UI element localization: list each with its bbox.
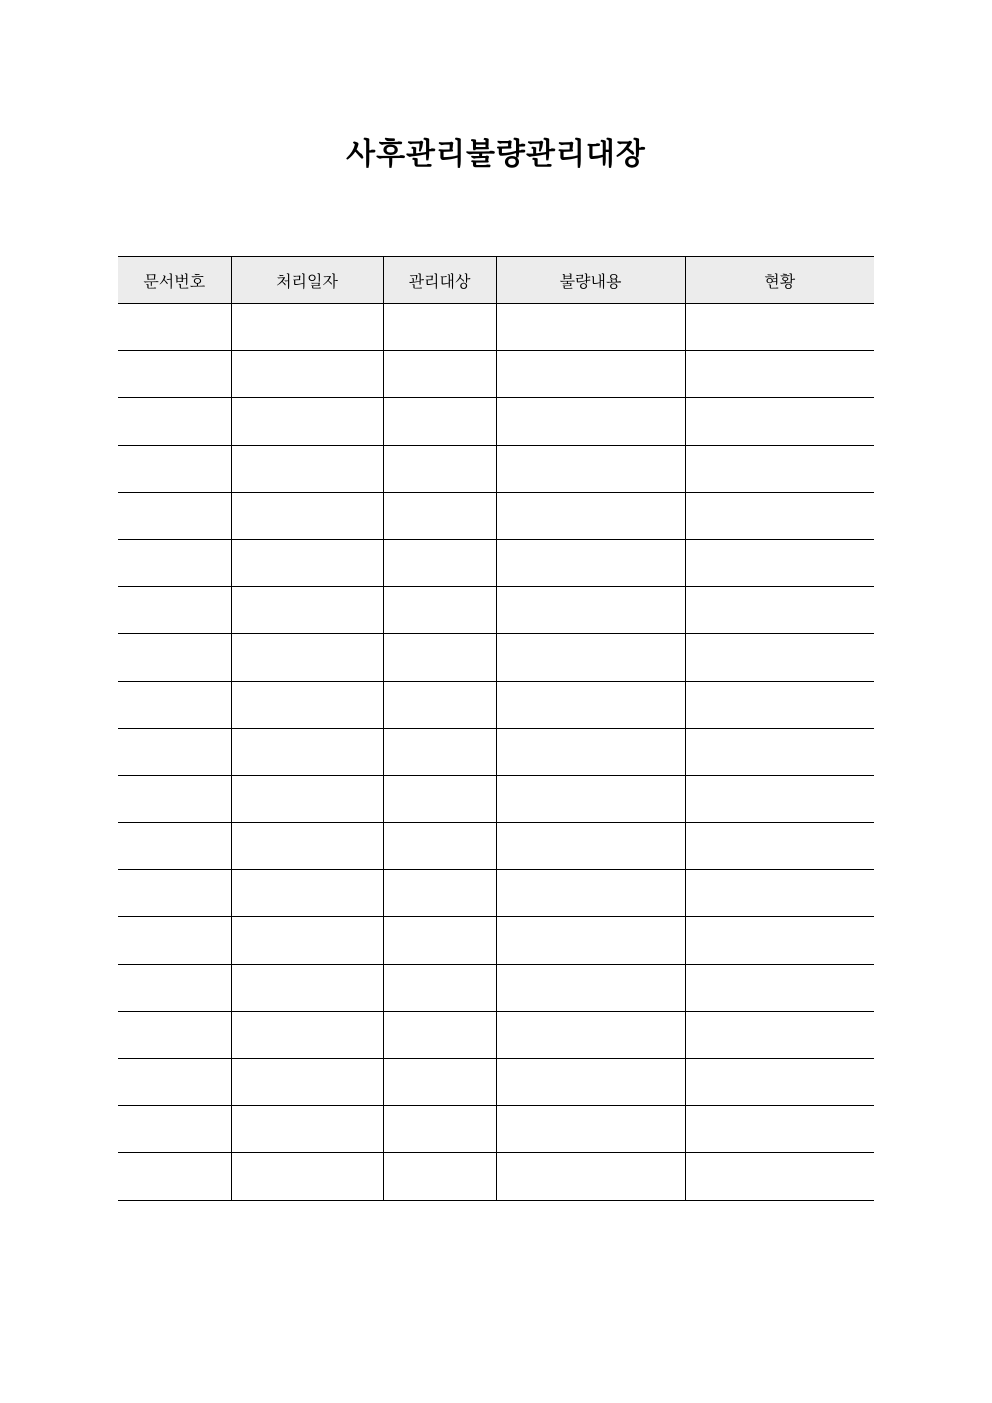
table-row xyxy=(118,445,874,492)
column-header-processing-date: 처리일자 xyxy=(231,257,383,304)
document-number-cell[interactable] xyxy=(118,351,231,398)
managed-item-cell[interactable] xyxy=(383,1153,496,1200)
defect-description-cell[interactable] xyxy=(496,445,685,492)
status-cell[interactable] xyxy=(685,445,874,492)
table-row xyxy=(118,351,874,398)
document-number-cell[interactable] xyxy=(118,870,231,917)
managed-item-cell[interactable] xyxy=(383,775,496,822)
table-row xyxy=(118,728,874,775)
column-header-defect-description: 불량내용 xyxy=(496,257,685,304)
table-body xyxy=(118,304,874,1201)
status-cell[interactable] xyxy=(685,1106,874,1153)
managed-item-cell[interactable] xyxy=(383,870,496,917)
column-header-document-number: 문서번호 xyxy=(118,257,231,304)
defect-description-cell[interactable] xyxy=(496,304,685,351)
document-number-cell[interactable] xyxy=(118,1106,231,1153)
processing-date-cell[interactable] xyxy=(231,681,383,728)
processing-date-cell[interactable] xyxy=(231,587,383,634)
processing-date-cell[interactable] xyxy=(231,775,383,822)
managed-item-cell[interactable] xyxy=(383,681,496,728)
managed-item-cell[interactable] xyxy=(383,587,496,634)
processing-date-cell[interactable] xyxy=(231,1059,383,1106)
defect-description-cell[interactable] xyxy=(496,1153,685,1200)
table-row xyxy=(118,870,874,917)
status-cell[interactable] xyxy=(685,1153,874,1200)
document-number-cell[interactable] xyxy=(118,587,231,634)
table-row xyxy=(118,917,874,964)
document-number-cell[interactable] xyxy=(118,304,231,351)
table-row xyxy=(118,964,874,1011)
document-number-cell[interactable] xyxy=(118,492,231,539)
table-row xyxy=(118,1106,874,1153)
managed-item-cell[interactable] xyxy=(383,1106,496,1153)
defect-description-cell[interactable] xyxy=(496,634,685,681)
processing-date-cell[interactable] xyxy=(231,351,383,398)
defect-description-cell[interactable] xyxy=(496,775,685,822)
document-number-cell[interactable] xyxy=(118,823,231,870)
defect-description-cell[interactable] xyxy=(496,681,685,728)
status-cell[interactable] xyxy=(685,917,874,964)
processing-date-cell[interactable] xyxy=(231,870,383,917)
status-cell[interactable] xyxy=(685,398,874,445)
document-number-cell[interactable] xyxy=(118,681,231,728)
processing-date-cell[interactable] xyxy=(231,492,383,539)
defect-description-cell[interactable] xyxy=(496,870,685,917)
status-cell[interactable] xyxy=(685,728,874,775)
managed-item-cell[interactable] xyxy=(383,917,496,964)
processing-date-cell[interactable] xyxy=(231,445,383,492)
table-row xyxy=(118,492,874,539)
processing-date-cell[interactable] xyxy=(231,1153,383,1200)
defect-description-cell[interactable] xyxy=(496,492,685,539)
managed-item-cell[interactable] xyxy=(383,351,496,398)
managed-item-cell[interactable] xyxy=(383,445,496,492)
defect-description-cell[interactable] xyxy=(496,587,685,634)
defect-description-cell[interactable] xyxy=(496,1011,685,1058)
status-cell[interactable] xyxy=(685,1011,874,1058)
defect-description-cell[interactable] xyxy=(496,1059,685,1106)
managed-item-cell[interactable] xyxy=(383,1011,496,1058)
document-number-cell[interactable] xyxy=(118,539,231,586)
defect-description-cell[interactable] xyxy=(496,398,685,445)
processing-date-cell[interactable] xyxy=(231,304,383,351)
table-row xyxy=(118,398,874,445)
table-row xyxy=(118,587,874,634)
document-number-cell[interactable] xyxy=(118,1153,231,1200)
processing-date-cell[interactable] xyxy=(231,917,383,964)
table-row xyxy=(118,681,874,728)
status-cell[interactable] xyxy=(685,870,874,917)
processing-date-cell[interactable] xyxy=(231,398,383,445)
processing-date-cell[interactable] xyxy=(231,728,383,775)
defect-description-cell[interactable] xyxy=(496,351,685,398)
document-number-cell[interactable] xyxy=(118,917,231,964)
table-row xyxy=(118,304,874,351)
document-number-cell[interactable] xyxy=(118,634,231,681)
status-cell[interactable] xyxy=(685,304,874,351)
document-number-cell[interactable] xyxy=(118,728,231,775)
defect-description-cell[interactable] xyxy=(496,539,685,586)
status-cell[interactable] xyxy=(685,634,874,681)
processing-date-cell[interactable] xyxy=(231,1106,383,1153)
status-cell[interactable] xyxy=(685,681,874,728)
processing-date-cell[interactable] xyxy=(231,1011,383,1058)
table-row xyxy=(118,1153,874,1200)
column-header-status: 현황 xyxy=(685,257,874,304)
table-row xyxy=(118,634,874,681)
document-number-cell[interactable] xyxy=(118,1059,231,1106)
defect-description-cell[interactable] xyxy=(496,964,685,1011)
processing-date-cell[interactable] xyxy=(231,539,383,586)
managed-item-cell[interactable] xyxy=(383,964,496,1011)
processing-date-cell[interactable] xyxy=(231,964,383,1011)
ledger-table xyxy=(118,256,874,1201)
defect-description-cell[interactable] xyxy=(496,917,685,964)
defect-description-cell[interactable] xyxy=(496,823,685,870)
status-cell[interactable] xyxy=(685,492,874,539)
processing-date-cell[interactable] xyxy=(231,823,383,870)
document-number-cell[interactable] xyxy=(118,1011,231,1058)
column-header-managed-item: 관리대상 xyxy=(383,257,496,304)
managed-item-cell[interactable] xyxy=(383,398,496,445)
status-cell[interactable] xyxy=(685,351,874,398)
status-cell[interactable] xyxy=(685,539,874,586)
table-row xyxy=(118,775,874,822)
table-row xyxy=(118,1011,874,1058)
managed-item-cell[interactable] xyxy=(383,1059,496,1106)
status-cell[interactable] xyxy=(685,1059,874,1106)
managed-item-cell[interactable] xyxy=(383,634,496,681)
table-row xyxy=(118,823,874,870)
processing-date-cell[interactable] xyxy=(231,634,383,681)
status-cell[interactable] xyxy=(685,964,874,1011)
status-cell[interactable] xyxy=(685,587,874,634)
defect-description-cell[interactable] xyxy=(496,728,685,775)
document-number-cell[interactable] xyxy=(118,964,231,1011)
status-cell[interactable] xyxy=(685,775,874,822)
document-number-cell[interactable] xyxy=(118,398,231,445)
table-row xyxy=(118,1059,874,1106)
table-row xyxy=(118,539,874,586)
table-header-row xyxy=(118,257,874,304)
document-number-cell[interactable] xyxy=(118,445,231,492)
managed-item-cell[interactable] xyxy=(383,728,496,775)
status-cell[interactable] xyxy=(685,823,874,870)
managed-item-cell[interactable] xyxy=(383,492,496,539)
page-title: 사후관리불량관리대장 xyxy=(346,137,646,172)
managed-item-cell[interactable] xyxy=(383,304,496,351)
managed-item-cell[interactable] xyxy=(383,823,496,870)
defect-description-cell[interactable] xyxy=(496,1106,685,1153)
managed-item-cell[interactable] xyxy=(383,539,496,586)
document-number-cell[interactable] xyxy=(118,775,231,822)
